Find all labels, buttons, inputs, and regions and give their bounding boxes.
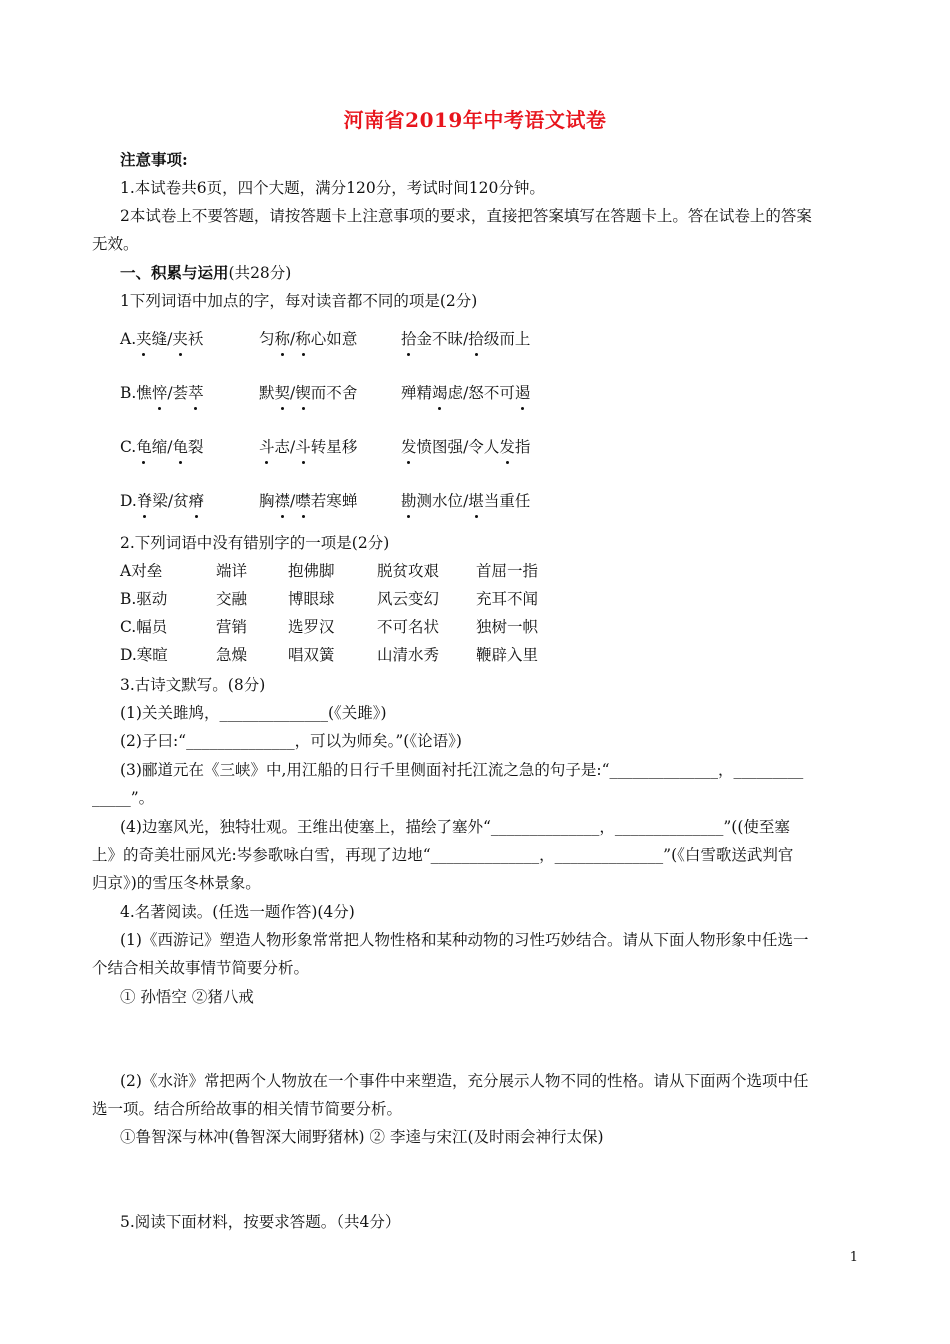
q2-row-3-word-3: 选罗汉: [288, 618, 335, 636]
emphasis-dot-char: 噤: [295, 492, 311, 510]
q5-stem: 5.阅读下面材料，按要求答题。（共4分）: [120, 1213, 401, 1231]
option-char: /: [463, 492, 469, 510]
q1-option-d-word-1: [120, 490, 204, 512]
q1-option-label: D.: [120, 492, 137, 510]
option-char: 人: [483, 438, 500, 456]
option-char: 默: [259, 384, 275, 402]
option-char: /: [463, 330, 469, 348]
option-char: 意: [341, 330, 358, 348]
option-char: /: [290, 330, 296, 348]
emphasis-dot-char: 龟: [172, 438, 189, 456]
emphasis-dot-char: 脊: [136, 492, 153, 510]
emphasis-dot-char: 襟: [274, 492, 291, 510]
emphasis-dot-char: 瘠: [188, 492, 205, 510]
q2-row-3-word-4: 不可名状: [377, 618, 440, 636]
option-char: 而: [499, 330, 515, 348]
option-char: 指: [514, 438, 531, 456]
q1-option-a-word-3: [401, 328, 530, 350]
option-char: 蝉: [341, 492, 358, 510]
option-char: 不: [326, 384, 342, 402]
q1-stem: 1下列词语中加点的字，每对读音都不同的项是(2分): [120, 292, 478, 310]
option-char: 水: [432, 492, 448, 510]
q4-stem: 4.名著阅读。(任选一题作答)(4分): [120, 903, 355, 921]
q4-part-1-cont: 个结合相关故事情节简要分析。: [92, 959, 310, 977]
q1-option-b-word-1: [120, 382, 204, 404]
option-char: 若: [310, 492, 327, 510]
option-char: 上: [514, 330, 531, 348]
q2-row-4-word-1: D.寒暄: [120, 646, 168, 664]
q3-part-4: (4)边塞风光，独特壮观。王维出使塞上，描绘了塞外“______________，______________”((使至塞: [120, 818, 790, 836]
option-char: 裂: [188, 438, 204, 456]
q1-option-b-word-2: [259, 382, 357, 404]
option-char: 胸: [259, 492, 275, 510]
q2-row-1-word-3: 抱佛脚: [288, 562, 335, 580]
section-1-score: (共28分): [228, 264, 292, 282]
emphasis-dot-char: 发: [401, 438, 417, 456]
option-char: 而: [310, 384, 327, 402]
notice-heading: 注意事项:: [120, 150, 188, 169]
emphasis-dot-char: 悴: [151, 384, 168, 402]
option-char: 强: [447, 438, 464, 456]
notice-line-2: 2本试卷上不要答题，请按答题卡上注意事项的要求，直接把答案填写在答题卡上。答在试卷上的答案: [120, 207, 812, 225]
q2-stem: 2.下列词语中没有错别字的一项是(2分): [120, 534, 390, 552]
emphasis-dot-char: 萃: [188, 384, 204, 402]
q1-option-c-word-1: [120, 436, 204, 458]
option-char: 当: [483, 492, 500, 510]
option-char: 金: [416, 330, 433, 348]
q3-stem: 3.古诗文默写。(8分): [120, 676, 266, 694]
q3-part-1: (1)关关雎鸠，______________(《关雎》): [120, 704, 387, 722]
q2-row-4-word-5: 鞭辟入里: [476, 646, 539, 664]
q2-row-1-word-2: 端详: [216, 562, 248, 580]
q1-option-c-word-2: [259, 436, 357, 458]
q3-part-3-cont: _____”。: [92, 789, 155, 807]
q3-part-4-end: 归京》)的雪压冬林景象。: [92, 874, 261, 892]
option-char: 测: [416, 492, 433, 510]
page-number: 1: [849, 1250, 858, 1265]
option-char: 缝: [151, 330, 168, 348]
q2-row-4-word-2: 急燥: [216, 646, 248, 664]
option-char: 不: [483, 384, 500, 402]
q1-option-label: A.: [120, 330, 137, 348]
emphasis-dot-char: 契: [274, 384, 291, 402]
option-char: 袄: [187, 330, 204, 348]
option-char: 重: [499, 492, 515, 510]
emphasis-dot-char: 勘: [401, 492, 417, 510]
q2-row-4-word-4: 山清水秀: [377, 646, 440, 664]
option-char: 憔: [136, 384, 152, 402]
q1-option-a-word-2: [259, 328, 357, 350]
option-char: 转: [310, 438, 327, 456]
q1-option-c-word-3: [401, 436, 530, 458]
q2-row-3-word-1: C.幅员: [120, 618, 168, 636]
option-char: 不: [432, 330, 448, 348]
option-char: 梁: [152, 492, 168, 510]
q4-part-1-options: ① 孙悟空 ②猪八戒: [120, 988, 254, 1006]
q3-part-3: (3)郦道元在《三峡》中,用江船的日行千里侧面衬托江流之急的句子是:“______________，_________: [120, 761, 804, 779]
option-char: 心: [310, 330, 327, 348]
q4-part-2-options: ①鲁智深与林冲(鲁智深大闹野猪林) ② 李逵与宋江(及时雨会神行太保): [120, 1128, 604, 1146]
option-char: 荟: [172, 384, 189, 402]
option-char: 志: [274, 438, 291, 456]
section-1-heading: [120, 262, 291, 284]
q2-row-2-word-1: B.驱动: [120, 590, 168, 608]
q2-row-2-word-4: 风云变幻: [377, 590, 440, 608]
notice-line-2-cont: 无效。: [92, 235, 139, 253]
q2-row-1-word-1: A对垒: [120, 562, 163, 580]
q1-option-b-word-3: [401, 382, 530, 404]
emphasis-dot-char: 斗: [295, 438, 311, 456]
option-char: 精: [416, 384, 433, 402]
emphasis-dot-char: 拾: [468, 330, 484, 348]
option-char: 星: [326, 438, 342, 456]
emphasis-dot-char: 堪: [468, 492, 484, 510]
option-char: 如: [326, 330, 342, 348]
option-char: /: [463, 438, 469, 456]
q4-part-2: (2)《水浒》常把两个人物放在一个事件中来塑造，充分展示人物不同的性格。请从下面两个选项中任: [120, 1072, 809, 1090]
option-char: 愤: [416, 438, 433, 456]
option-char: 怒: [468, 384, 484, 402]
q1-option-a-word-1: [120, 328, 203, 350]
q2-row-2-word-3: 博眼球: [288, 590, 335, 608]
option-char: 级: [483, 330, 500, 348]
option-char: /: [167, 438, 173, 456]
option-char: 昧: [447, 330, 464, 348]
q4-part-1: (1)《西游记》塑造人物形象常常把人物性格和某种动物的习性巧妙结合。请从下面人物形象中任选一: [120, 931, 809, 949]
section-1-title: 一、积累与运用: [120, 263, 229, 282]
emphasis-dot-char: 竭: [432, 384, 448, 402]
emphasis-dot-char: 斗: [259, 438, 275, 456]
q2-row-2-word-5: 充耳不闻: [476, 590, 539, 608]
option-char: /: [167, 330, 173, 348]
emphasis-dot-char: 龟: [136, 438, 152, 456]
notice-line-1: 1.本试卷共6页，四个大题，满分120分，考试时间120分钟。: [120, 179, 545, 197]
option-char: /: [167, 384, 173, 402]
q1-option-d-word-3: [401, 490, 530, 512]
option-char: /: [290, 384, 296, 402]
q1-option-d-word-2: [259, 490, 357, 512]
option-char: 贫: [173, 492, 189, 510]
emphasis-dot-char: 遏: [514, 384, 531, 402]
q1-option-label: B.: [120, 384, 137, 402]
q4-part-2-cont: 选一项。结合所给故事的相关情节简要分析。: [92, 1100, 403, 1118]
page-title: 河南省2019年中考语文试卷: [343, 108, 607, 132]
emphasis-dot-char: 称: [274, 330, 291, 348]
emphasis-dot-char: 锲: [295, 384, 311, 402]
option-char: 可: [499, 384, 515, 402]
emphasis-dot-char: 发: [499, 438, 515, 456]
option-char: 移: [341, 438, 358, 456]
option-char: /: [463, 384, 469, 402]
emphasis-dot-char: 夹: [172, 330, 188, 348]
option-char: 虑: [447, 384, 464, 402]
option-char: /: [290, 438, 296, 456]
q3-part-2: (2)子曰:“______________，可以为师矣。”(《论语》): [120, 732, 462, 750]
q2-row-1-word-5: 首屈一指: [476, 562, 539, 580]
q3-part-4-cont: 上》的奇美壮丽风光:岑参歌咏白雪，再现了边地“______________，______________”(《白雪歌送武判官: [92, 846, 794, 864]
option-char: 寒: [326, 492, 342, 510]
emphasis-dot-char: 称: [295, 330, 311, 348]
option-char: 匀: [259, 330, 275, 348]
q2-row-1-word-4: 脱贫攻艰: [377, 562, 440, 580]
q2-row-2-word-2: 交融: [216, 590, 248, 608]
option-char: 缩: [151, 438, 168, 456]
option-char: /: [290, 492, 296, 510]
option-char: /: [167, 492, 174, 510]
option-char: 舍: [341, 384, 358, 402]
q2-row-3-word-5: 独树一帜: [476, 618, 539, 636]
q2-row-4-word-3: 唱双簧: [288, 646, 335, 664]
option-char: 令: [468, 438, 484, 456]
emphasis-dot-char: 夹: [136, 330, 152, 348]
emphasis-dot-char: 拾: [401, 330, 417, 348]
option-char: 图: [432, 438, 448, 456]
q1-option-label: C.: [120, 438, 137, 456]
q2-row-3-word-2: 营销: [216, 618, 248, 636]
option-char: 殚: [401, 384, 417, 402]
option-char: 位: [447, 492, 464, 510]
option-char: 任: [514, 492, 531, 510]
